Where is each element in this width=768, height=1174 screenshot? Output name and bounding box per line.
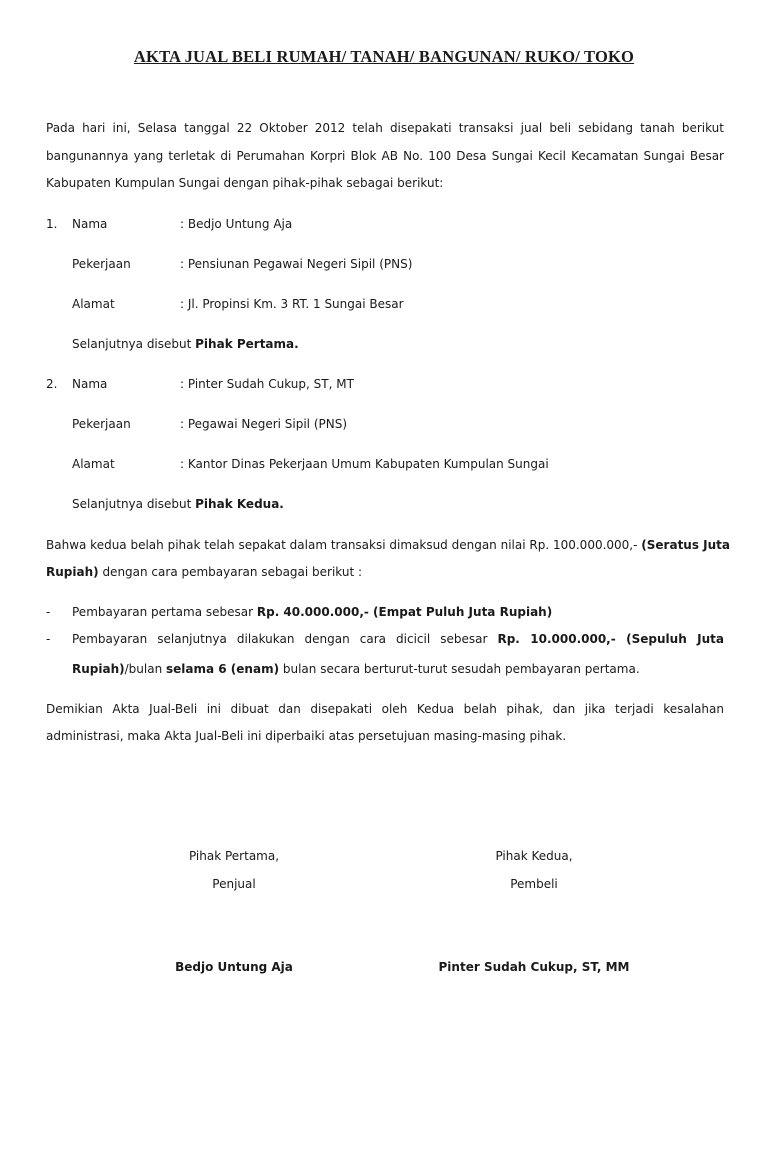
- agreement-text-1: Bahwa kedua belah pihak telah sepakat dalam transaksi dimaksud dengan nilai Rp. 100.000.000,-: [46, 538, 638, 552]
- payment-dash-1: -: [46, 605, 51, 619]
- payment-second-end: bulan secara berturut-turut sesudah pembayaran pertama.: [279, 662, 640, 676]
- party1-job-label: Pekerjaan: [72, 257, 131, 271]
- intro-line-2: bangunannya yang terletak di Perumahan Korpri Blok AB No. 100 Desa Sungai Kecil Kecamatan Sungai Besar: [46, 149, 724, 163]
- party2-name-value: : Pinter Sudah Cukup, ST, MT: [180, 377, 354, 391]
- agreement-text-2: dengan cara pembayaran sebagai berikut :: [98, 565, 363, 579]
- payment-second-amount: Rp. 10.000.000,- (Sepuluh Juta: [497, 632, 724, 646]
- party1-referred-as: Pihak Pertama.: [195, 337, 299, 351]
- payment-second-duration: selama 6 (enam): [166, 662, 280, 676]
- party2-address-value: : Kantor Dinas Pekerjaan Umum Kabupaten Kumpulan Sungai: [180, 457, 549, 471]
- agreement-bold-2: Rupiah): [46, 565, 99, 579]
- agreement-bold-1: (Seratus Juta: [641, 538, 731, 552]
- document-title: AKTA JUAL BELI RUMAH/ TANAH/ BANGUNAN/ RUKO/ TOKO: [133, 47, 635, 66]
- party1-address-value: : Jl. Propinsi Km. 3 RT. 1 Sungai Besar: [180, 297, 404, 311]
- party1-referred-prefix: Selanjutnya disebut: [72, 337, 196, 351]
- signature-second-role: Pembeli: [510, 877, 558, 891]
- party2-name-label: Nama: [72, 377, 108, 391]
- signature-first-role: Penjual: [212, 877, 256, 891]
- signature-second-party-label: Pihak Kedua,: [495, 849, 573, 863]
- payment-second-text: Pembayaran selanjutnya dilakukan dengan cara dicicil sebesar: [72, 632, 498, 646]
- payment-first-text: Pembayaran pertama sebesar: [72, 605, 257, 619]
- signature-first-name: Bedjo Untung Aja: [175, 960, 293, 974]
- intro-line-1: Pada hari ini, Selasa tanggal 22 Oktober 2012 telah disepakati transaksi jual beli sebidang tanah berikut: [46, 121, 724, 135]
- party1-address-label: Alamat: [72, 297, 115, 311]
- party2-referred-prefix: Selanjutnya disebut: [72, 497, 196, 511]
- closing-line-2: administrasi, maka Akta Jual-Beli ini diperbaiki atas persetujuan masing-masing pihak.: [46, 729, 567, 743]
- party2-address-label: Alamat: [72, 457, 115, 471]
- party2-number: 2.: [46, 377, 58, 391]
- agreement-line-2: [46, 564, 362, 580]
- party1-name-value: : Bedjo Untung Aja: [180, 217, 293, 231]
- party1-job-value: : Pensiunan Pegawai Negeri Sipil (PNS): [180, 257, 413, 271]
- party1-name-label: Nama: [72, 217, 108, 231]
- payment-second-amount-cont: Rupiah): [72, 662, 125, 676]
- payment-second-line-2: [72, 661, 640, 677]
- signature-first-party-label: Pihak Pertama,: [188, 849, 280, 863]
- intro-line-3: Kabupaten Kumpulan Sungai dengan pihak-pihak sebagai berikut:: [46, 176, 444, 190]
- party2-referred-row: [72, 496, 284, 512]
- payment-second-mid: /bulan: [124, 662, 166, 676]
- party2-job-label: Pekerjaan: [72, 417, 131, 431]
- payment-dash-2: -: [46, 632, 51, 646]
- closing-line-1: Demikian Akta Jual-Beli ini dibuat dan disepakati oleh Kedua belah pihak, dan jika terjadi kesalahan: [46, 702, 724, 716]
- party1-number: 1.: [46, 217, 58, 231]
- payment-second-line-1: [72, 631, 724, 647]
- party1-referred-row: [72, 336, 299, 352]
- signature-second-name: Pinter Sudah Cukup, ST, MM: [438, 960, 630, 974]
- agreement-line-1: [46, 537, 731, 553]
- payment-first-amount: Rp. 40.000.000,- (Empat Puluh Juta Rupiah): [256, 605, 553, 619]
- party2-referred-as: Pihak Kedua.: [195, 497, 284, 511]
- party2-job-value: : Pegawai Negeri Sipil (PNS): [180, 417, 348, 431]
